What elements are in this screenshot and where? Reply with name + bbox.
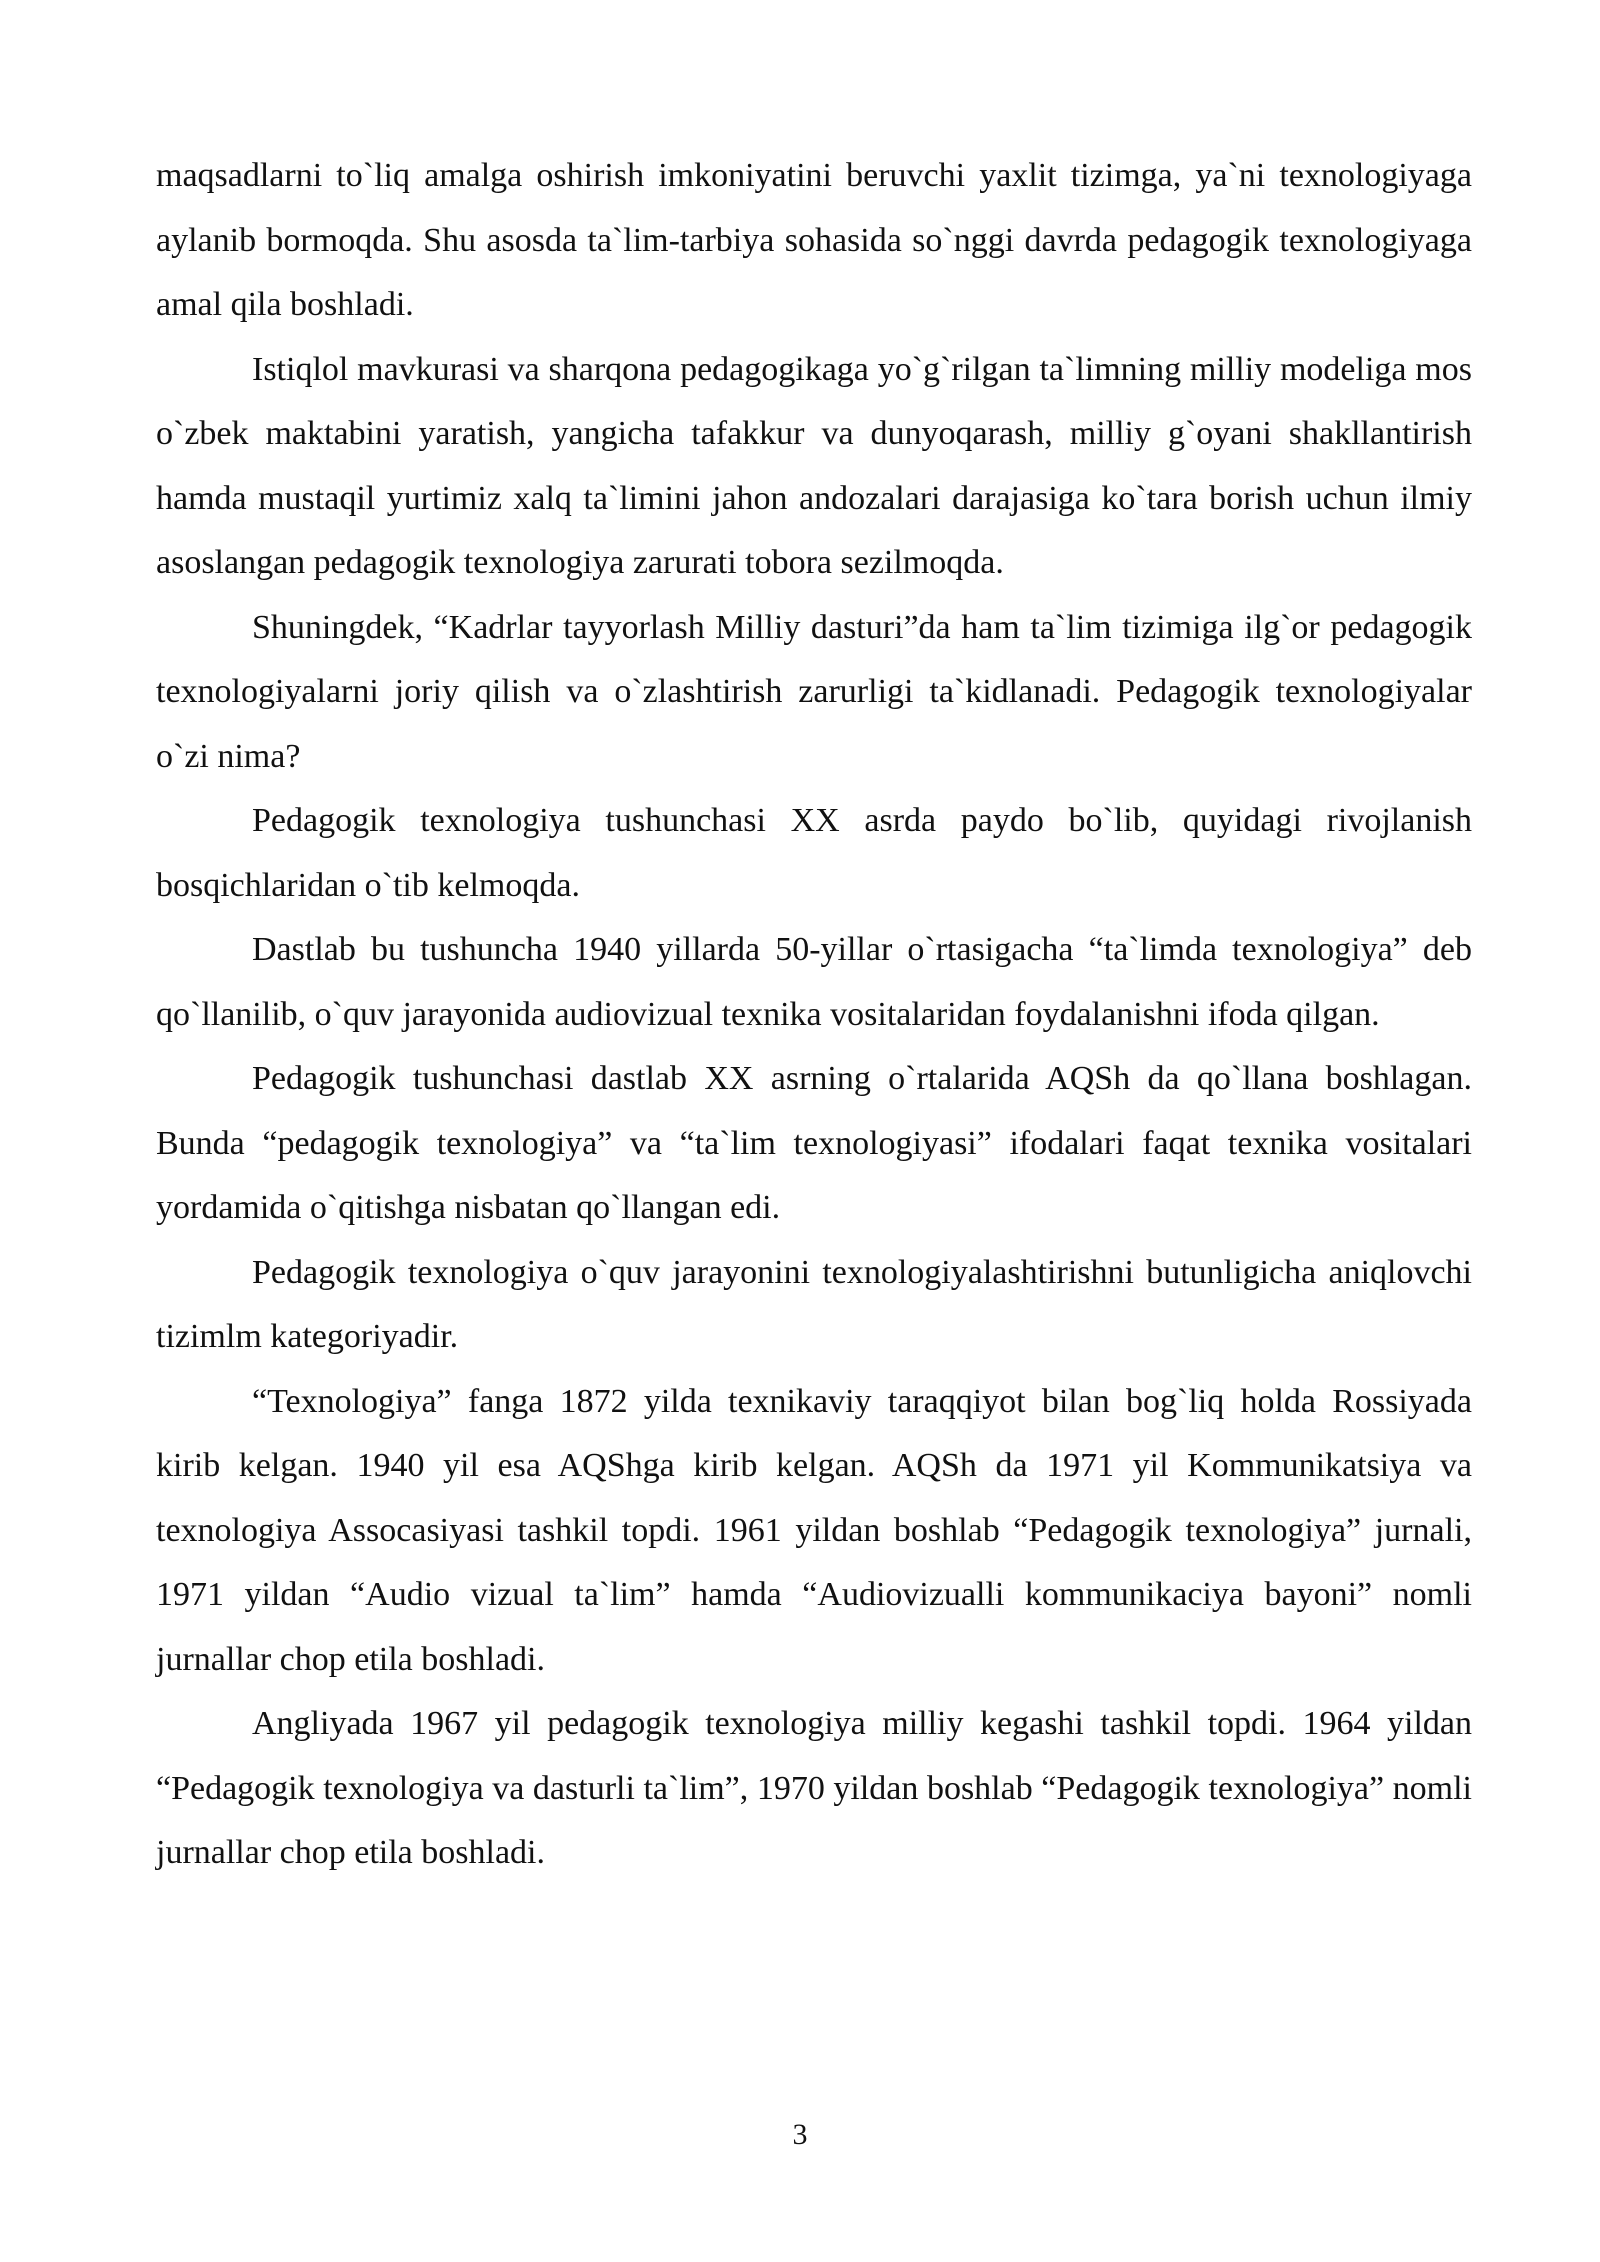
paragraph-dastlab: Dastlab bu tushuncha 1940 yillarda 50-yillar o`rtasigacha “ta`limda texnologiya” deb qo`llanilib, o`quv jarayonida audiovizual texnika vositalaridan foydalanishni ifoda qilgan. (156, 931, 1472, 1033)
paragraph-angliya: Angliyada 1967 yil pedagogik texnologiya milliy kegashi tashkil topdi. 1964 yildan “Pedagogik texnologiya va dasturli ta`lim”, 1970 yildan boshlab “Pedagogik texnologiya” nomli jurnallar chop etila boshladi. (156, 1705, 1472, 1871)
paragraph-continuation: maqsadlarni to`liq amalga oshirish imkoniyatini beruvchi yaxlit tizimga, ya`ni texnologiyaga aylanib bormoqda. Shu asosda ta`lim-tarbiya sohasida so`nggi davrda pedagogik texnologiyaga amal qila boshladi. (156, 157, 1472, 323)
paragraph-kategoriya: Pedagogik texnologiya o`quv jarayonini texnologiyalashtirishni butunligicha aniqlovchi tizimlm kategoriyadir. (156, 1253, 1472, 1355)
body-text (156, 144, 1472, 1886)
paragraph-xx-asr: Pedagogik texnologiya tushunchasi XX asrda paydo bo`lib, quyidagi rivojlanish bosqichlaridan o`tib kelmoqda. (156, 802, 1472, 904)
page-number: 3 (792, 2118, 808, 2151)
paragraph-texnologiya-fanga: “Texnologiya” fanga 1872 yilda texnikaviy taraqqiyot bilan bog`liq holda Rossiyada kirib kelgan. 1940 yil esa AQShga kirib kelgan. AQSh da 1971 yil Kommunikatsiya va texnologiya Assocasiyasi tashkil topdi. 1961 yildan boshlab “Pedagogik texnologiya” jurnali, 1971 yildan “Audio vizual ta`lim” hamda “Audiovizualli kommunikaciya bayoni” nomli jurnallar chop etila boshladi. (156, 1382, 1472, 1678)
paragraph-aqsh: Pedagogik tushunchasi dastlab XX asrning o`rtalarida AQSh da qo`llana boshlagan. Bunda “pedagogik texnologiya” va “ta`lim texnologiyasi” ifodalari faqat texnika vositalari yordamida o`qitishga nisbatan qo`llangan edi. (156, 1060, 1472, 1226)
paragraph-istiqlol: Istiqlol mavkurasi va sharqona pedagogikaga yo`g`rilgan ta`limning milliy modeliga mos o`zbek maktabini yaratish, yangicha tafakkur va dunyoqarash, milliy g`oyani shakllantirish hamda mustaqil yurtimiz xalq ta`limini jahon andozalari darajasiga ko`tara borish uchun ilmiy asoslangan pedagogik texnologiya zarurati tobora sezilmoqda. (156, 350, 1472, 581)
paragraph-kadrlar: Shuningdek, “Kadrlar tayyorlash Milliy dasturi”da ham ta`lim tizimiga ilg`or pedagogik texnologiyalarni joriy qilish va o`zlashtirish zarurligi ta`kidlanadi. Pedagogik texnologiyalar o`zi nima? (156, 608, 1472, 775)
